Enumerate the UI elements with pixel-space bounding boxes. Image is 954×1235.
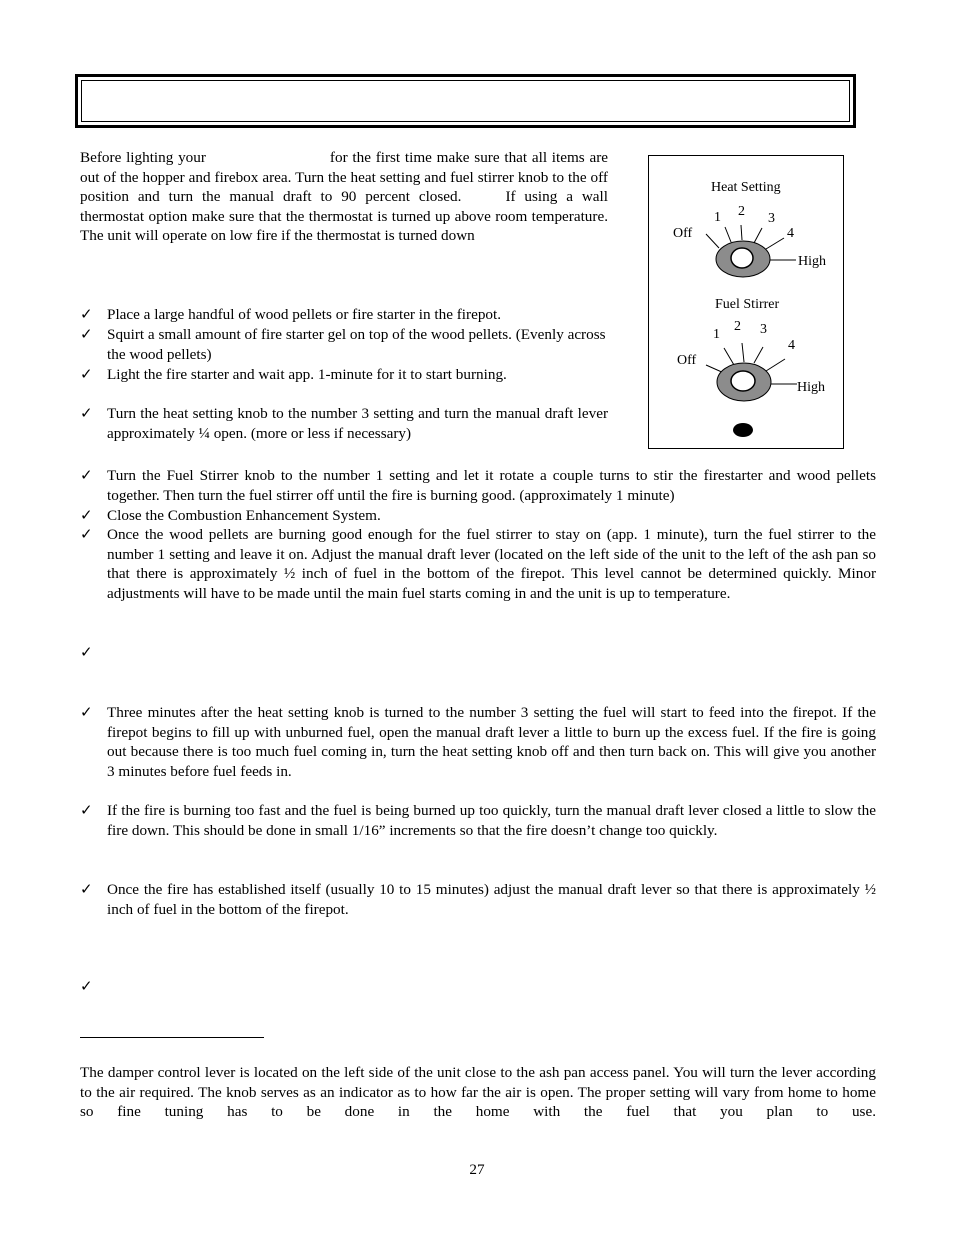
checkmark-icon: ✓: [80, 526, 93, 543]
indicator-light: [733, 423, 753, 437]
step-close-ces: [80, 506, 876, 526]
control-panel-diagram: [648, 155, 844, 449]
fuel-dial-label-off: Off: [677, 353, 697, 368]
step-place-pellets: [80, 305, 608, 325]
step-adjust-draft: [80, 525, 876, 603]
page-number: 27: [469, 1161, 485, 1178]
fuel-dial-label-3: 3: [760, 322, 767, 337]
checkmark-icon: ✓: [80, 366, 93, 383]
heat-tick-2: [741, 225, 742, 240]
checkmark-icon: ✓: [80, 507, 93, 524]
step-text: Three minutes after the heat setting knob is turned to the number 3 setting the fuel will start to feed into the firepot. If the firepot begins to fill up with unburned fuel, open the manual draft lever a little to burn up the excess fuel. If the fire is going out because there is too much fuel coming in, turn the heat setting knob off and then turn back on. This will give you another 3 minutes before fuel feeds in.: [107, 704, 876, 780]
fuel-stirrer-title: Fuel Stirrer: [715, 297, 780, 312]
heat-dial-label-2: 2: [738, 204, 745, 219]
heat-dial-label-4: 4: [787, 226, 794, 241]
checkmark-icon: ✓: [80, 467, 93, 484]
fuel-tick-1: [724, 348, 734, 365]
step-text: If the fire is burning too fast and the fuel is being burned up too quickly, turn the manual draft lever closed a little to slow the fire down. This should be done in small 1/16” increments so that the fire doesn’t change too quickly.: [107, 802, 876, 839]
step-burning-too-fast: [80, 801, 876, 840]
section-underline: [80, 1037, 264, 1038]
checkmark-icon: ✓: [80, 306, 93, 323]
heat-dial-label-3: 3: [768, 211, 775, 226]
step-text: Turn the Fuel Stirrer knob to the number 1 setting and let it rotate a couple turns to stir the firestarter and wood pellets together. Then turn the fuel stirrer off until the fire is burning good. (approximately 1 minute): [107, 467, 876, 504]
heat-knob-center: [731, 248, 753, 268]
fuel-dial-label-high: High: [797, 380, 825, 395]
step-starter-gel: [80, 325, 608, 364]
step-text: Place a large handful of wood pellets or fire starter in the firepot.: [107, 306, 502, 323]
step-light-starter: [80, 365, 608, 385]
heat-dial-label-1: 1: [714, 210, 721, 225]
damper-paragraph: The damper control lever is located on the left side of the unit close to the ash pan access panel. You will turn the lever according to the air required. The knob serves as an indicator as to how far the air is open. The proper setting will vary from home to home so fine tuning has to be done in the home with the fuel that you plan to use.: [80, 1064, 876, 1121]
fuel-knob-center: [731, 371, 755, 391]
fuel-dial-label-1: 1: [713, 327, 720, 342]
checkmark-icon: ✓: [80, 405, 93, 422]
intro-text-rest: for the first time make sure that all items are out of the hopper and firebox area. Turn the heat setting and fuel stirrer knob to the off position and turn the manual draft to 90 percent closed.: [80, 149, 608, 206]
checkmark-icon: ✓: [80, 978, 93, 995]
checkmark-icon: ✓: [80, 881, 93, 898]
step-text: Once the wood pellets are burning good enough for the fuel stirrer to stay on (app. 1 minute), turn the fuel stirrer to the number 1 setting and leave it on. Adjust the manual draft lever (located on the left side of the unit to the left of the ash pan so that there is approximately ½ inch of fuel in the bottom of the firepot. This level cannot be determined quickly. Minor adjustments will have to be made until the main fuel starts coming in and the unit is up to temperature.: [107, 526, 876, 602]
step-three-minutes: [80, 703, 876, 781]
heat-dial-label-high: High: [798, 254, 826, 269]
step-text: Squirt a small amount of fire starter gel on top of the wood pellets. (Evenly across the wood pellets): [107, 326, 606, 363]
control-panel-svg: [649, 156, 845, 450]
fuel-tick-3: [754, 347, 763, 363]
heat-tick-4: [766, 238, 784, 249]
fuel-tick-4: [766, 359, 785, 371]
heat-dial-label-off: Off: [673, 226, 693, 241]
checkmark-icon: ✓: [80, 644, 93, 661]
step-text: Once the fire has established itself (usually 10 to 15 minutes) adjust the manual draft lever so that there is approximately ½ inch of fuel in the bottom of the firepot.: [107, 881, 876, 918]
fuel-tick-2: [742, 343, 744, 362]
checkmark-icon: ✓: [80, 704, 93, 721]
heat-tick-3: [754, 228, 762, 243]
section-title-box: [75, 74, 856, 128]
section-title-inner-border: [81, 80, 850, 122]
heat-tick-off: [706, 234, 719, 248]
heat-setting-title: Heat Setting: [711, 180, 781, 195]
intro-thermostat-text: If using a wall thermostat option make sure that the thermostat is turned up above room temperature. The unit will operate on low fire if the thermostat is turned down: [80, 188, 608, 245]
step-text: Close the Combustion Enhancement System.: [107, 507, 381, 524]
checkmark-icon: ✓: [80, 326, 93, 343]
checkmark-icon: ✓: [80, 802, 93, 819]
step-text: Turn the heat setting knob to the number 3 setting and turn the manual draft lever approximately ¼ open. (more or less if necessary): [107, 405, 608, 442]
step-fuel-stirrer: [80, 466, 876, 505]
intro-text-start: Before lighting your: [80, 149, 206, 166]
fuel-dial-label-2: 2: [734, 319, 741, 334]
intro-paragraph: [80, 148, 608, 246]
step-heat-knob: [80, 404, 608, 443]
step-text: Light the fire starter and wait app. 1-minute for it to start burning.: [107, 366, 507, 383]
step-fire-established: [80, 880, 876, 919]
heat-tick-1: [725, 227, 731, 242]
fuel-dial-label-4: 4: [788, 338, 795, 353]
